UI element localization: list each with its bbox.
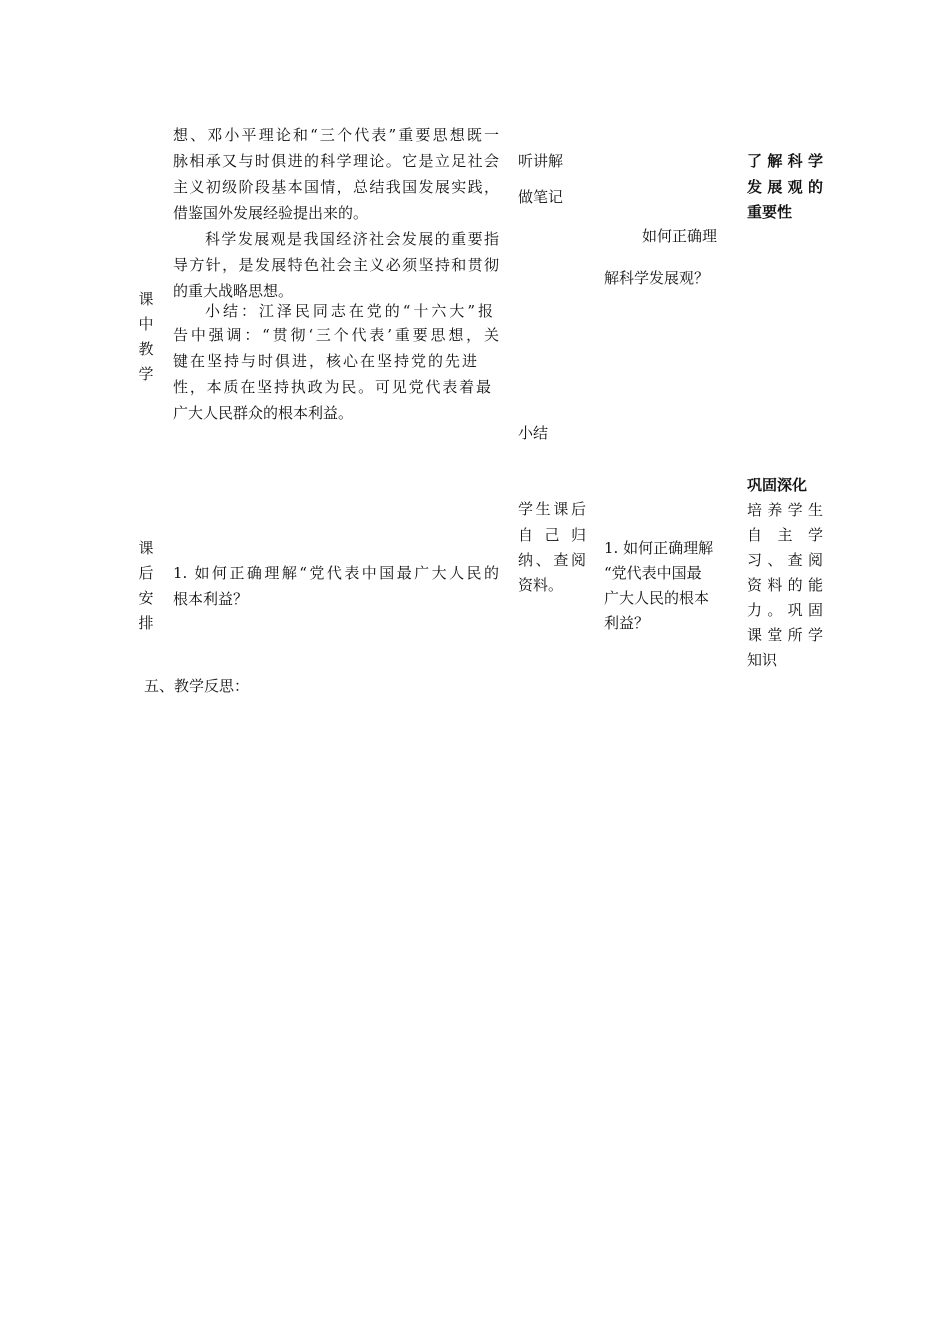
content-line: 想、邓小平理论和“三个代表”重要思想既一: [173, 126, 499, 144]
content-line: 的重大战略思想。: [173, 282, 294, 300]
purpose-text: 知识: [747, 651, 778, 669]
purpose-title: 巩固深化: [747, 476, 808, 494]
purpose-text: 发展观的: [747, 178, 823, 196]
activity-text: 做笔记: [518, 188, 564, 206]
question-text: “党代表中国最: [604, 564, 702, 582]
stage-char: 后: [138, 564, 154, 582]
question-text: 解科学发展观？: [604, 269, 710, 287]
question-text: 1. 如何正确理解: [604, 539, 714, 557]
stage-char: 教: [138, 340, 154, 358]
activity-text: 听讲解: [518, 152, 564, 170]
stage-char: 学: [138, 365, 154, 383]
summary-line: 广大人民群众的根本利益。: [173, 404, 354, 422]
question-text: 广大人民的根本: [604, 589, 710, 607]
summary-line: 告中强调：“贯彻‘三个代表’重要思想，关: [173, 326, 499, 344]
activity-text: 学生课后: [518, 500, 586, 518]
purpose-text: 资料的能: [747, 576, 823, 594]
content-line: 导方针，是发展特色社会主义必须坚持和贯彻: [173, 256, 499, 274]
summary-line: 小结：江泽民同志在党的“十六大”报: [205, 302, 493, 320]
activity-text: 资料。: [518, 576, 564, 594]
content-line: 1. 如何正确理解“党代表中国最广大人民的: [173, 564, 499, 582]
activity-text: 纳、查阅: [518, 551, 586, 569]
purpose-text: 重要性: [747, 203, 793, 221]
content-line: 科学发展观是我国经济社会发展的重要指: [205, 230, 499, 248]
activity-text: 自己归: [518, 526, 586, 544]
question-text: 利益？: [604, 614, 650, 632]
summary-line: 性，本质在坚持执政为民。可见党代表着最: [173, 378, 491, 396]
stage-char: 中: [138, 315, 154, 333]
purpose-text: 习、查阅: [747, 551, 823, 569]
purpose-text: 培养学生: [747, 501, 823, 519]
stage-char: 排: [138, 614, 154, 632]
activity-text: 小结: [518, 424, 549, 442]
content-line: 根本利益？: [173, 590, 249, 608]
question-text: 如何正确理: [642, 227, 718, 245]
stage-char: 安: [138, 589, 154, 607]
stage-char: 课: [138, 290, 154, 308]
summary-line: 键在坚持与时俱进，核心在坚持党的先进: [173, 352, 477, 370]
reflection-heading: 五、教学反思：: [144, 677, 250, 695]
content-line: 借鉴国外发展经验提出来的。: [173, 204, 369, 222]
purpose-text: 课堂所学: [747, 626, 823, 644]
purpose-text: 自主学: [747, 526, 823, 544]
content-line: 脉相承又与时俱进的科学理论。它是立足社会: [173, 152, 499, 170]
content-line: 主义初级阶段基本国情，总结我国发展实践，: [173, 178, 499, 196]
purpose-text: 力。巩固: [747, 601, 823, 619]
purpose-text: 了解科学: [747, 152, 823, 170]
stage-char: 课: [138, 539, 154, 557]
